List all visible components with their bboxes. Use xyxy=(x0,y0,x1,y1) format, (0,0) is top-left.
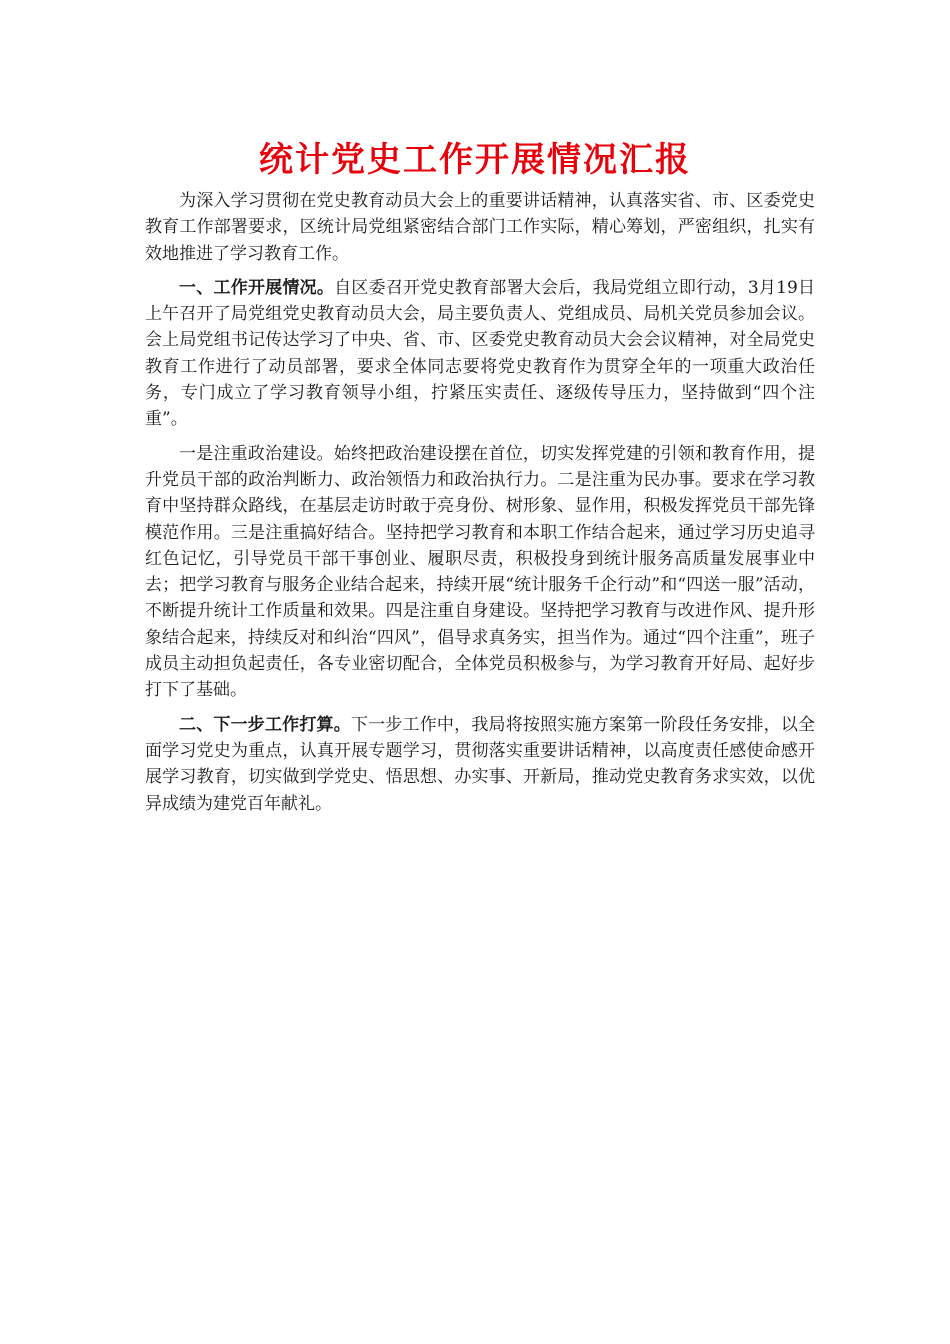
document-title: 统计党史工作开展情况汇报 xyxy=(259,140,691,180)
section-heading: 二、下一步工作打算。 xyxy=(179,714,351,735)
paragraph-text: 下一步工作中，我局将按照实施方案第一阶段任务安排，以全面学习党史为重点，认真开展专题学习，贯彻落实重要讲话精神，以高度责任感使命感开展学习教育，切实做到学党史、悟思想、办实事、开新局，推动党史教育务求实效，以优异成绩为建党百年献礼。 xyxy=(145,714,816,814)
paragraph-section-two xyxy=(145,712,815,817)
paragraph-section-one xyxy=(145,275,815,433)
document-body xyxy=(145,188,815,825)
paragraph-intro xyxy=(145,188,815,267)
section-heading: 一、工作开展情况。 xyxy=(179,277,335,298)
paragraph-text: 为深入学习贯彻在党史教育动员大会上的重要讲话精神，认真落实省、市、区委党史教育工作部署要求，区统计局党组紧密结合部门工作实际，精心筹划，严密组织，扎实有效地推进了学习教育工作。 xyxy=(145,191,815,264)
paragraph-four-focus xyxy=(145,441,815,704)
paragraph-text: 自区委召开党史教育部署大会后，我局党组立即行动，3月19日上午召开了局党组党史教育动员大会，局主要负责人、党组成员、局机关党员参加会议。会上局党组书记传达学习了中央、省、市、区委党史教育动员大会会议精神，对全局党史教育工作进行了动员部署，要求全体同志要将党史教育作为贯穿全年的一项重大政治任务，专门成立了学习教育领导小组，拧紧压实责任、逐级传导压力，坚持做到“四个注重”。 xyxy=(145,277,815,430)
paragraph-text: 一是注重政治建设。始终把政治建设摆在首位，切实发挥党建的引领和教育作用，提升党员干部的政治判断力、政治领悟力和政治执行力。二是注重为民办事。要求在学习教育中坚持群众路线，在基层走访时敢于亮身份、树形象、显作用，积极发挥党员干部先锋模范作用。三是注重搞好结合。坚持把学习教育和本职工作结合起来，通过学习历史追寻红色记忆，引导党员干部干事创业、履职尽责，积极投身到统计服务高质量发展事业中去；把学习教育与服务企业结合起来，持续开展“统计服务千企行动”和“四送一服”活动，不断提升统计工作质量和效果。四是注重自身建设。坚持把学习教育与改进作风、提升形象结合起来，持续反对和纠治“四风”，倡导求真务实，担当作为。通过“四个注重”，班子成员主动担负起责任，各专业密切配合，全体党员积极参与，为学习教育开好局、起好步打下了基础。 xyxy=(145,443,815,701)
